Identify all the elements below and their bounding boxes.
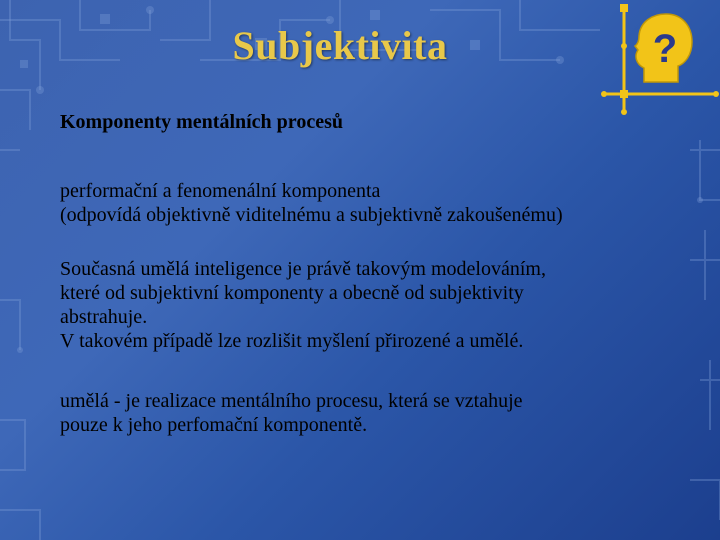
- paragraph-3-line-2: pouze k jeho perfomační komponentě.: [60, 414, 368, 436]
- paragraph-2-line-4: V takovém případě lze rozlišit myšlení přirozené a umělé.: [60, 330, 524, 352]
- paragraph-2-line-3: abstrahuje.: [60, 306, 148, 328]
- logo-question-mark: ?: [652, 27, 678, 71]
- paragraph-3-line-1: umělá - je realizace mentálního procesu, která se vztahuje: [60, 390, 523, 412]
- slide-title: Subjektivita: [232, 23, 448, 68]
- paragraph-1-line-1: performační a fenomenální komponenta: [60, 180, 381, 202]
- section-heading: Komponenty mentálních procesů: [60, 111, 343, 133]
- paragraph-1-line-2: (odpovídá objektivně viditelnému a subjektivně zakoušenému): [60, 204, 563, 226]
- paragraph-2-line-1: Současná umělá inteligence je právě takovým modelováním,: [60, 258, 546, 280]
- paragraph-2-line-2: které od subjektivní komponenty a obecně od subjektivity: [60, 282, 524, 304]
- slide-body: [60, 110, 660, 437]
